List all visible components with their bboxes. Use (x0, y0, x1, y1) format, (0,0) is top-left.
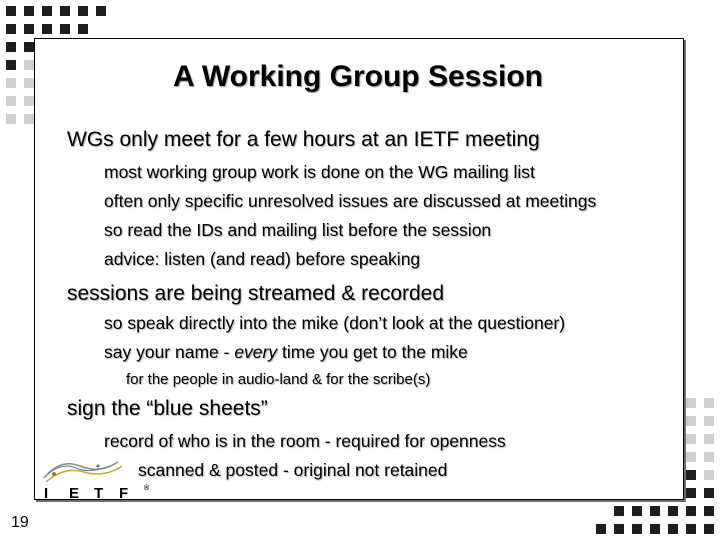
sub-bullet-mailing-list: most working group work is done on the WG mailing list (104, 162, 535, 182)
decorative-square (704, 398, 714, 408)
logo-dot (52, 472, 56, 476)
decorative-square (24, 78, 34, 88)
bullet-blue-sheets: sign the “blue sheets” (67, 397, 268, 420)
decorative-square (6, 78, 16, 88)
sub-bullet-say-name (104, 342, 468, 363)
sub-sub-bullet-audio-land: for the people in audio-land & for the scribe(s) (126, 371, 431, 388)
decorative-square (704, 416, 714, 426)
decorative-square (650, 524, 660, 534)
say-name-suffix: time you get to the mike (277, 342, 468, 362)
decorative-square (6, 114, 16, 124)
decorative-square (686, 434, 696, 444)
decorative-square (614, 506, 624, 516)
decorative-square (42, 24, 52, 34)
decorative-square (614, 524, 624, 534)
sub-bullet-speak-into-mike: so speak directly into the mike (don’t look at the questioner) (104, 313, 566, 333)
decorative-square (6, 60, 16, 70)
decorative-square (96, 6, 106, 16)
sub-bullet-scanned: scanned & posted - original not retained (138, 460, 448, 480)
slide-title: A Working Group Session (172, 60, 544, 93)
logo-letter: F (119, 485, 129, 502)
ietf-logo-letters (44, 485, 149, 502)
decorative-square (24, 42, 34, 52)
bullet-wg-meetings: WGs only meet for a few hours at an IETF meeting (67, 128, 540, 151)
sub-bullet-advice: advice: listen (and read) before speaking (104, 249, 421, 269)
say-name-emphasis: every (234, 342, 278, 362)
decorative-square (704, 506, 714, 516)
decorative-square (78, 24, 88, 34)
decorative-square (668, 506, 678, 516)
decorative-square (78, 6, 88, 16)
decorative-square (6, 96, 16, 106)
decorative-square (6, 6, 16, 16)
sub-bullet-read-ids: so read the IDs and mailing list before the session (104, 220, 492, 240)
decorative-square (686, 506, 696, 516)
say-name-prefix: say your name - (104, 342, 235, 362)
decorative-square (24, 24, 34, 34)
decorative-square (24, 96, 34, 106)
decorative-square (24, 6, 34, 16)
decorative-square (704, 434, 714, 444)
logo-letter: T (94, 485, 104, 502)
decorative-square (686, 470, 696, 480)
sub-bullet-unresolved-issues: often only specific unresolved issues are discussed at meetings (104, 191, 597, 211)
logo-letter: E (69, 485, 80, 502)
decorative-square (668, 524, 678, 534)
logo-trademark: ® (144, 485, 150, 492)
decorative-square (60, 24, 70, 34)
sub-bullet-record: record of who is in the room - required for openness (104, 431, 506, 451)
decorative-square (24, 114, 34, 124)
decorative-square (632, 506, 642, 516)
bullet-streamed: sessions are being streamed & recorded (67, 282, 445, 305)
decorative-square (60, 6, 70, 16)
decorative-square (686, 488, 696, 498)
decorative-square (704, 488, 714, 498)
decorative-square (686, 416, 696, 426)
decorative-square (596, 524, 606, 534)
decorative-square (632, 524, 642, 534)
slide-number: 19 (11, 514, 29, 531)
decorative-square (686, 524, 696, 534)
decorative-square (704, 452, 714, 462)
decorative-square (650, 506, 660, 516)
logo-letter: I (44, 485, 49, 502)
decorative-square (704, 470, 714, 480)
decorative-square (6, 42, 16, 52)
logo-dot (97, 465, 100, 468)
decorative-square (24, 60, 34, 70)
decorative-square (686, 452, 696, 462)
decorative-square (686, 398, 696, 408)
decorative-square (6, 24, 16, 34)
decorative-square (704, 524, 714, 534)
decorative-square (42, 6, 52, 16)
